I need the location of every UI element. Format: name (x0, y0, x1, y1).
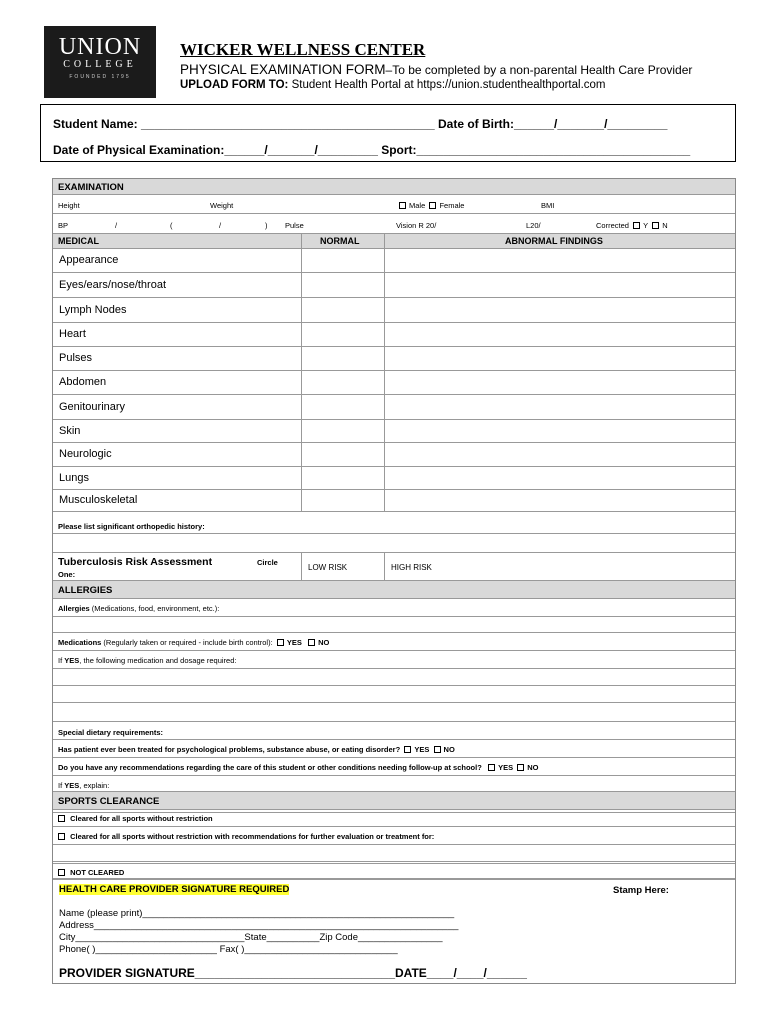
form-title (180, 62, 692, 77)
cleared-option-1 (53, 810, 735, 827)
medical-item-label: Skin (59, 425, 81, 437)
medications-yes-label: YES (286, 638, 302, 647)
medical-item-label: Heart (59, 328, 86, 340)
medical-item-label: Appearance (59, 254, 119, 266)
medical-row (53, 443, 735, 467)
provider-section (53, 880, 735, 984)
psych-no-label: NO (443, 745, 455, 754)
female-checkbox[interactable] (429, 202, 436, 209)
medical-row (53, 467, 735, 490)
cleared-checkbox-2[interactable] (58, 833, 65, 840)
psych-no-checkbox[interactable] (434, 746, 441, 753)
pulse-label: Pulse (285, 221, 304, 230)
recommendations-yes-label: YES (498, 763, 514, 772)
signature-required-label: HEALTH CARE PROVIDER SIGNATURE REQUIRED (59, 884, 290, 895)
psych-yes-label: YES (414, 745, 430, 754)
corrected-no-checkbox[interactable] (652, 222, 659, 229)
medications-line (58, 638, 329, 647)
abnormal-findings-cell[interactable] (385, 298, 735, 322)
normal-cell[interactable] (302, 298, 384, 322)
normal-cell[interactable] (302, 273, 384, 297)
bmi-label: BMI (541, 201, 555, 210)
bp-slash-2: / (219, 221, 222, 230)
height-label: Height (58, 201, 80, 210)
cleared-label-1: Cleared for all sports without restriction (70, 814, 213, 823)
vision-left-label: L20/ (526, 221, 541, 230)
tb-risk-row (53, 553, 735, 581)
normal-cell[interactable] (302, 467, 384, 489)
form-name: PHYSICAL EXAMINATION FORM (180, 62, 386, 77)
bp-pulse-vision-row (53, 214, 735, 234)
corrected-label: Corrected (596, 221, 629, 230)
medical-item-label: Lymph Nodes (59, 304, 127, 316)
recommendations-yes-checkbox[interactable] (488, 764, 495, 771)
allergies-note: (Medications, food, environment, etc.): (89, 604, 220, 613)
not-cleared-label: NOT CLEARED (70, 868, 125, 877)
not-cleared-option (53, 863, 735, 880)
tb-one-label: One: (58, 570, 76, 579)
upload-text: Student Health Portal at https://union.studenthealthportal.com (288, 79, 606, 91)
recommendations-no-checkbox[interactable] (517, 764, 524, 771)
abnormal-findings-cell[interactable] (385, 323, 735, 346)
cleared-option-2 (53, 827, 735, 845)
medical-row (53, 420, 735, 443)
dosage-blank-1[interactable] (53, 669, 735, 686)
col-divider (384, 234, 385, 248)
medications-no-label: NO (318, 638, 330, 647)
union-college-logo (44, 26, 156, 98)
col-divider (301, 234, 302, 248)
logo-line-2: COLLEGE (63, 59, 137, 70)
exam-form-table (52, 178, 736, 984)
corrected-no-label: N (662, 221, 668, 230)
bp-paren-open: ( (170, 221, 173, 230)
form-description: –To be completed by a non-parental Health Care Provider (385, 63, 693, 77)
normal-cell[interactable] (302, 347, 384, 370)
provider-phone-fax-field[interactable]: Phone( )_______________________ Fax( )_____________________________ (59, 944, 398, 955)
normal-cell[interactable] (302, 371, 384, 394)
explain-yes: YES (64, 781, 80, 790)
medical-row (53, 298, 735, 323)
corrected-options (596, 221, 668, 230)
sports-clearance-heading: SPORTS CLEARANCE (58, 796, 160, 807)
diet-label: Special dietary requirements: (58, 728, 164, 737)
medical-item-label: Abdomen (59, 376, 107, 388)
exam-date-sport-line[interactable]: Date of Physical Examination:______/_______/_________ Sport:_________________________________________ (53, 143, 691, 157)
dosage-blank-3[interactable] (53, 703, 735, 722)
male-checkbox[interactable] (399, 202, 406, 209)
allergies-header (53, 581, 735, 599)
medications-label: Medications (58, 638, 102, 647)
provider-signature-date-line[interactable]: PROVIDER SIGNATURE______________________________DATE____/____/______ (59, 966, 527, 980)
allergies-row[interactable] (53, 599, 735, 617)
explain-line (58, 781, 109, 790)
abnormal-findings-cell[interactable] (385, 395, 735, 419)
medication-dosage-row[interactable] (53, 651, 735, 669)
provider-name-field[interactable]: Name (please print)___________________________________________________________ (59, 908, 455, 919)
medical-row (53, 323, 735, 347)
psych-line (58, 745, 455, 754)
recommendations-row (53, 758, 735, 776)
bp-label: BP (58, 221, 69, 230)
tb-low-risk-option[interactable]: LOW RISK (308, 563, 348, 572)
recommendations-no-label: NO (527, 763, 539, 772)
upload-instructions (180, 79, 606, 91)
normal-cell[interactable] (302, 323, 384, 346)
if-yes-prefix: If (58, 656, 65, 665)
normal-col-header: NORMAL (320, 236, 360, 246)
medical-item-label: Genitourinary (59, 401, 126, 413)
provider-city-state-zip-field[interactable]: City________________________________State__________Zip Code________________ (59, 932, 443, 943)
corrected-yes-label: Y (643, 221, 649, 230)
normal-cell[interactable] (302, 443, 384, 466)
abnormal-findings-cell[interactable] (385, 420, 735, 442)
if-yes-bold: YES (64, 656, 80, 665)
recommendations-question: Do you have any recommendations regarding the care of this student or other conditions needing follow-up at school? (58, 763, 482, 772)
allergies-label: Allergies (58, 604, 90, 613)
medical-row (53, 371, 735, 395)
ortho-history-label: Please list significant orthopedic history: (58, 522, 205, 531)
tb-circle-label: Circle (257, 558, 278, 567)
provider-address-field[interactable]: Address_____________________________________________________________________ (59, 920, 459, 931)
normal-cell[interactable] (302, 490, 384, 511)
weight-label: Weight (210, 201, 234, 210)
medical-item-label: Eyes/ears/nose/throat (59, 279, 167, 291)
medical-item-label: Lungs (59, 472, 89, 484)
sports-clearance-header (53, 791, 735, 810)
medical-row (53, 273, 735, 298)
medical-item-label: Pulses (59, 352, 93, 364)
bp-paren-close: ) (265, 221, 268, 230)
abnormal-findings-cell[interactable] (385, 371, 735, 394)
allergies-heading: ALLERGIES (58, 585, 113, 596)
ortho-history-row[interactable] (53, 517, 735, 534)
medical-row (53, 395, 735, 420)
medical-col-header: MEDICAL (58, 236, 99, 246)
examination-heading: EXAMINATION (58, 182, 124, 193)
student-info-box (40, 104, 736, 162)
cleared-line-1 (58, 814, 213, 823)
col-divider (384, 553, 385, 580)
student-name-dob-line[interactable]: Student Name: ____________________________________________ Date of Birth:______/_______/_________ (53, 117, 668, 131)
male-label: Male (409, 201, 426, 210)
sex-options (399, 201, 464, 210)
height-weight-row (53, 195, 735, 214)
allergies-line (58, 604, 219, 613)
abnormal-findings-cell[interactable] (385, 467, 735, 489)
upload-label: UPLOAD FORM TO: (180, 79, 289, 91)
explain-rest: , explain: (79, 781, 110, 790)
psych-question: Has patient ever been treated for psychological problems, substance abuse, or eating disorder? (58, 745, 401, 754)
cleared-line-2 (58, 832, 434, 841)
abnormal-findings-cell[interactable] (385, 490, 735, 511)
logo-line-1: UNION (58, 34, 142, 60)
normal-cell[interactable] (302, 249, 384, 272)
medical-row (53, 490, 735, 512)
dosage-blank-2[interactable] (53, 686, 735, 703)
col-divider (301, 553, 302, 580)
medications-yes-checkbox[interactable] (277, 639, 284, 646)
not-cleared-line (58, 868, 124, 877)
center-title: WICKER WELLNESS CENTER (180, 40, 426, 59)
medical-item-label: Musculoskeletal (59, 494, 138, 506)
tb-high-risk-option[interactable]: HIGH RISK (391, 563, 432, 572)
cleared-checkbox-1[interactable] (58, 815, 65, 822)
medical-row (53, 347, 735, 371)
bp-slash: / (115, 221, 118, 230)
if-yes-rest: , the following medication and dosage required: (79, 656, 237, 665)
abnormal-findings-cell[interactable] (385, 249, 735, 272)
tb-risk-label: Tuberculosis Risk Assessment (58, 556, 213, 568)
stamp-here-label: Stamp Here: (613, 885, 669, 896)
medical-row (53, 249, 735, 273)
cleared-blank-1[interactable] (53, 845, 735, 862)
medical-item-label: Neurologic (59, 448, 112, 460)
normal-cell[interactable] (302, 420, 384, 442)
corrected-yes-checkbox[interactable] (633, 222, 640, 229)
not-cleared-checkbox[interactable] (58, 869, 65, 876)
medical-header (53, 234, 735, 249)
medications-note: (Regularly taken or required - include birth control): (101, 638, 273, 647)
diet-row[interactable] (53, 722, 735, 740)
cleared-label-2: Cleared for all sports without restriction with recommendations for further evaluation or treatment for: (70, 832, 435, 841)
psych-row (53, 740, 735, 758)
female-label: Female (439, 201, 465, 210)
logo-line-3: FOUNDED 1795 (69, 74, 131, 80)
examination-header (53, 179, 735, 195)
medications-row (53, 633, 735, 651)
ortho-history-blank[interactable] (53, 534, 735, 553)
medication-dosage-line (58, 656, 236, 665)
abnormal-findings-cell[interactable] (385, 347, 735, 370)
abnormal-col-header: ABNORMAL FINDINGS (505, 236, 603, 246)
medications-no-checkbox[interactable] (308, 639, 315, 646)
psych-yes-checkbox[interactable] (404, 746, 411, 753)
abnormal-findings-cell[interactable] (385, 273, 735, 297)
explain-prefix: If (58, 781, 65, 790)
normal-cell[interactable] (302, 395, 384, 419)
vision-right-label: Vision R 20/ (396, 221, 437, 230)
allergies-blank[interactable] (53, 617, 735, 633)
abnormal-findings-cell[interactable] (385, 443, 735, 466)
recommendations-line (58, 763, 539, 772)
